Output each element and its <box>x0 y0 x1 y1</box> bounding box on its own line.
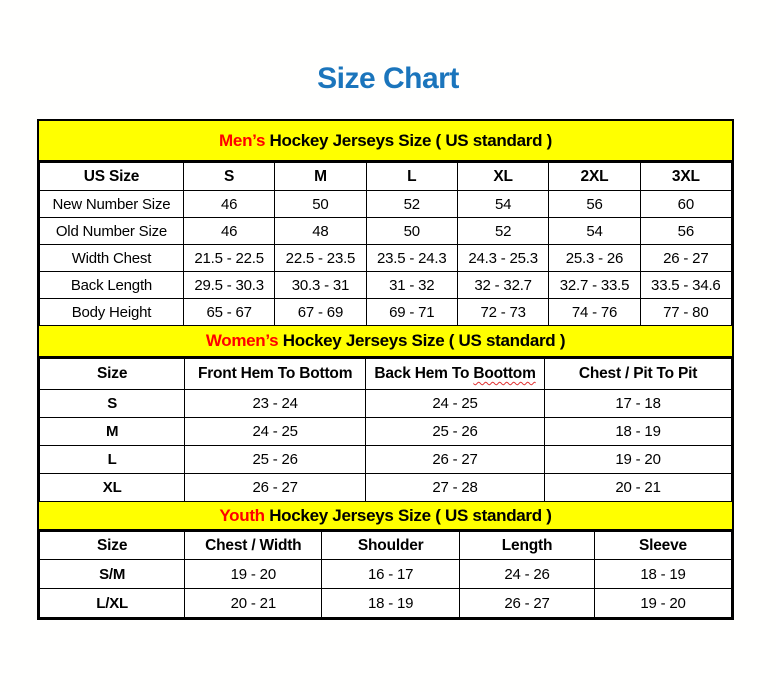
mens-row-label: Width Chest <box>40 245 184 272</box>
size-value-cell: 74 - 76 <box>549 299 640 326</box>
mens-column-header: XL <box>457 163 548 191</box>
womens-size-table <box>39 358 732 502</box>
womens-row-label: M <box>40 418 185 446</box>
youth-table-row <box>40 589 732 618</box>
womens-column-header: Chest / Pit To Pit <box>545 359 732 390</box>
size-value-cell: 27 - 28 <box>365 474 544 502</box>
size-value-cell: 25 - 26 <box>185 446 366 474</box>
size-value-cell: 26 - 27 <box>460 589 595 618</box>
size-value-cell: 23 - 24 <box>185 390 366 418</box>
womens-table-row <box>40 474 732 502</box>
size-value-cell: 20 - 21 <box>185 589 322 618</box>
mens-section-header <box>39 121 732 162</box>
size-value-cell: 24 - 25 <box>365 390 544 418</box>
womens-header-row <box>40 359 732 390</box>
mens-row-label: New Number Size <box>40 191 184 218</box>
youth-column-header: Sleeve <box>594 532 731 560</box>
size-value-cell: 33.5 - 34.6 <box>640 272 731 299</box>
womens-row-label: XL <box>40 474 185 502</box>
size-value-cell: 60 <box>640 191 731 218</box>
mens-column-header: L <box>366 163 457 191</box>
size-value-cell: 72 - 73 <box>457 299 548 326</box>
youth-column-header: Shoulder <box>322 532 460 560</box>
womens-table-row <box>40 446 732 474</box>
size-value-cell: 54 <box>457 191 548 218</box>
size-value-cell: 21.5 - 22.5 <box>183 245 274 272</box>
size-value-cell: 20 - 21 <box>545 474 732 502</box>
size-value-cell: 52 <box>457 218 548 245</box>
mens-table-row <box>40 299 732 326</box>
mens-table-row <box>40 272 732 299</box>
mens-size-table <box>39 162 732 326</box>
mens-section-header-text: Hockey Jerseys Size ( US standard ) <box>265 130 552 150</box>
youth-row-label: S/M <box>40 560 185 589</box>
youth-size-table <box>39 531 732 618</box>
size-value-cell: 26 - 27 <box>185 474 366 502</box>
size-value-cell: 31 - 32 <box>366 272 457 299</box>
mens-table-row <box>40 245 732 272</box>
size-value-cell: 29.5 - 30.3 <box>183 272 274 299</box>
womens-column-header-text: Back Hem To <box>374 365 474 382</box>
mens-column-header: S <box>183 163 274 191</box>
size-value-cell: 16 - 17 <box>322 560 460 589</box>
mens-column-header: 2XL <box>549 163 640 191</box>
mens-column-header: 3XL <box>640 163 731 191</box>
mens-section-header-accent: Men’s <box>219 130 266 150</box>
size-value-cell: 52 <box>366 191 457 218</box>
size-value-cell: 77 - 80 <box>640 299 731 326</box>
youth-column-header: Chest / Width <box>185 532 322 560</box>
size-value-cell: 23.5 - 24.3 <box>366 245 457 272</box>
size-value-cell: 30.3 - 31 <box>275 272 366 299</box>
womens-row-label: L <box>40 446 185 474</box>
youth-section-header-text: Hockey Jerseys Size ( US standard ) <box>264 505 552 525</box>
size-value-cell: 24.3 - 25.3 <box>457 245 548 272</box>
womens-table-row <box>40 418 732 446</box>
size-value-cell: 46 <box>183 191 274 218</box>
size-value-cell: 67 - 69 <box>275 299 366 326</box>
size-chart-container <box>37 119 734 620</box>
size-value-cell: 26 - 27 <box>365 446 544 474</box>
size-value-cell: 32 - 32.7 <box>457 272 548 299</box>
mens-column-header: US Size <box>40 163 184 191</box>
size-value-cell: 54 <box>549 218 640 245</box>
size-value-cell: 50 <box>366 218 457 245</box>
size-value-cell: 32.7 - 33.5 <box>549 272 640 299</box>
size-value-cell: 25 - 26 <box>365 418 544 446</box>
mens-table-row <box>40 218 732 245</box>
misspelled-word-squiggle: Boottom <box>473 365 536 382</box>
womens-section-header <box>39 326 732 358</box>
size-value-cell: 19 - 20 <box>185 560 322 589</box>
mens-row-label: Back Length <box>40 272 184 299</box>
mens-row-label: Body Height <box>40 299 184 326</box>
youth-row-label: L/XL <box>40 589 185 618</box>
size-value-cell: 18 - 19 <box>322 589 460 618</box>
womens-column-header: Size <box>40 359 185 390</box>
size-value-cell: 24 - 26 <box>460 560 595 589</box>
size-value-cell: 18 - 19 <box>594 560 731 589</box>
womens-column-header <box>365 359 544 390</box>
womens-section-header-text: Hockey Jerseys Size ( US standard ) <box>278 331 566 350</box>
womens-table-row <box>40 390 732 418</box>
size-value-cell: 24 - 25 <box>185 418 366 446</box>
youth-header-row <box>40 532 732 560</box>
size-value-cell: 65 - 67 <box>183 299 274 326</box>
size-value-cell: 22.5 - 23.5 <box>275 245 366 272</box>
size-value-cell: 19 - 20 <box>594 589 731 618</box>
womens-row-label: S <box>40 390 185 418</box>
mens-table-row <box>40 191 732 218</box>
size-value-cell: 19 - 20 <box>545 446 732 474</box>
size-value-cell: 26 - 27 <box>640 245 731 272</box>
mens-row-label: Old Number Size <box>40 218 184 245</box>
size-value-cell: 18 - 19 <box>545 418 732 446</box>
size-value-cell: 17 - 18 <box>545 390 732 418</box>
size-value-cell: 46 <box>183 218 274 245</box>
mens-header-row <box>40 163 732 191</box>
page-title: Size Chart <box>317 62 459 95</box>
size-value-cell: 25.3 - 26 <box>549 245 640 272</box>
youth-table-row <box>40 560 732 589</box>
youth-column-header: Length <box>460 532 595 560</box>
womens-column-header: Front Hem To Bottom <box>185 359 366 390</box>
youth-section-header <box>39 502 732 531</box>
size-value-cell: 56 <box>549 191 640 218</box>
size-value-cell: 56 <box>640 218 731 245</box>
youth-column-header: Size <box>40 532 185 560</box>
size-value-cell: 69 - 71 <box>366 299 457 326</box>
youth-section-header-accent: Youth <box>219 505 265 525</box>
mens-column-header: M <box>275 163 366 191</box>
size-value-cell: 50 <box>275 191 366 218</box>
size-value-cell: 48 <box>275 218 366 245</box>
womens-section-header-accent: Women’s <box>205 331 279 350</box>
